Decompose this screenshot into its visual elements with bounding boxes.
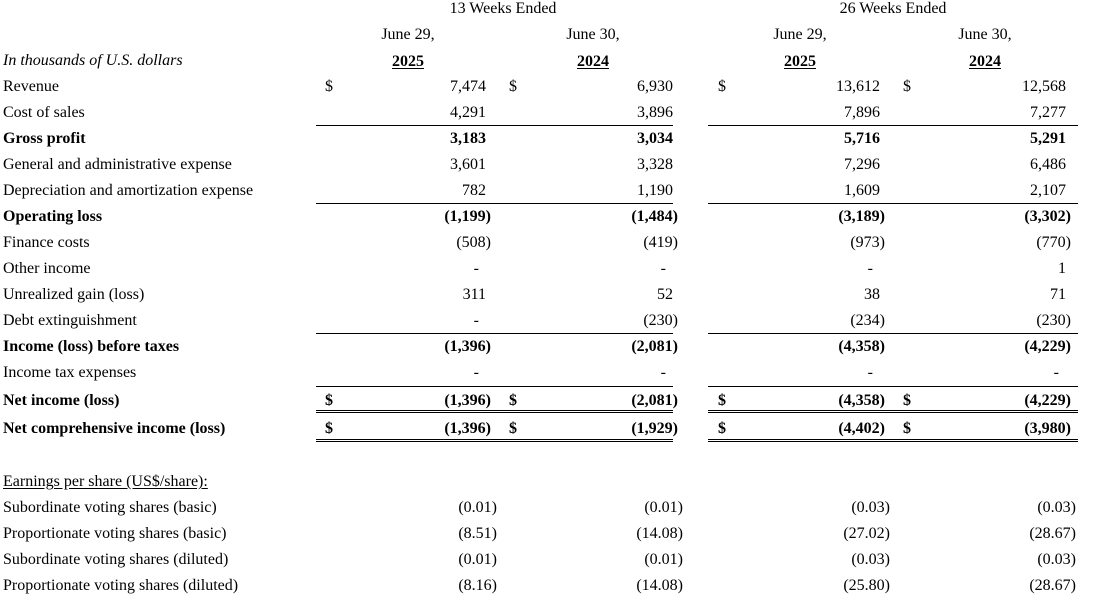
cell-net-income-loss-col3: (4,358) <box>838 392 885 409</box>
row-label-operating-loss: Operating loss <box>3 208 103 225</box>
header-13-weeks: 13 Weeks Ended <box>449 0 557 17</box>
cell-income-loss-before-taxes-col1: (1,396) <box>444 338 491 355</box>
cell-finance-costs-col4: (770) <box>1036 234 1071 251</box>
rule-operating-loss-2 <box>708 203 1078 204</box>
cell-unrealized-gain-loss-col2: 52 <box>657 286 673 303</box>
row-label-unrealized-gain-loss: Unrealized gain (loss) <box>3 286 145 303</box>
cell-gross-profit-col3: 5,716 <box>844 130 880 147</box>
dollar-sign: $ <box>903 78 911 95</box>
row-label-net-income-loss: Net income (loss) <box>3 392 120 409</box>
cell-other-income-col3: - <box>867 260 873 277</box>
cell-income-tax-expenses-col3: - <box>867 364 873 381</box>
row-label-debt-extinguishment: Debt extinguishment <box>3 312 137 329</box>
row-label-general-and-administrative-expense: General and administrative expense <box>3 156 232 173</box>
col-date-3: June 29, <box>773 26 827 43</box>
cell-other-income-col4: 1 <box>1058 260 1066 277</box>
col-year-1-text: 2025 <box>392 53 424 70</box>
header-26-weeks: 26 Weeks Ended <box>839 0 947 17</box>
cell-income-loss-before-taxes-col4: (4,229) <box>1024 338 1071 355</box>
cell-debt-extinguishment-col3: (234) <box>850 312 885 329</box>
row-label-income-loss-before-taxes: Income (loss) before taxes <box>3 338 180 355</box>
cell-finance-costs-col1: (508) <box>456 234 491 251</box>
eps-cell-subordinate-voting-shares-basic-col4: (0.03) <box>1037 499 1076 516</box>
cell-income-loss-before-taxes-col2: (2,081) <box>631 338 678 355</box>
row-label-depreciation-and-amortization-expense: Depreciation and amortization expense <box>3 182 254 199</box>
dollar-sign: $ <box>718 392 726 409</box>
eps-cell-proportionate-voting-shares-basic-col2: (14.08) <box>636 525 683 542</box>
dollar-sign: $ <box>509 420 517 437</box>
cell-depreciation-and-amortization-expense-col2: 1,190 <box>637 182 673 199</box>
dollar-sign: $ <box>325 420 333 437</box>
cell-depreciation-and-amortization-expense-col1: 782 <box>462 182 486 199</box>
dollar-sign: $ <box>509 78 517 95</box>
eps-cell-proportionate-voting-shares-diluted-col1: (8.16) <box>458 577 497 594</box>
eps-cell-proportionate-voting-shares-basic-col4: (28.67) <box>1029 525 1076 542</box>
eps-cell-proportionate-voting-shares-basic-col1: (8.51) <box>458 525 497 542</box>
cell-finance-costs-col2: (419) <box>643 234 678 251</box>
units-label: In thousands of U.S. dollars <box>3 52 183 69</box>
cell-revenue-col4: 12,568 <box>1022 78 1066 95</box>
cell-net-income-loss-col1: (1,396) <box>444 392 491 409</box>
cell-net-comprehensive-income-loss-col3: (4,402) <box>838 420 885 437</box>
eps-cell-subordinate-voting-shares-basic-col2: (0.01) <box>644 499 683 516</box>
cell-depreciation-and-amortization-expense-col4: 2,107 <box>1030 182 1066 199</box>
cell-finance-costs-col3: (973) <box>850 234 885 251</box>
col-year-2 <box>533 52 653 72</box>
cell-net-income-loss-col2: (2,081) <box>631 392 678 409</box>
col-year-4-text: 2024 <box>969 53 1001 70</box>
col-date-2: June 30, <box>566 26 620 43</box>
rule-gross-profit-1 <box>316 125 673 126</box>
cell-other-income-col1: - <box>473 260 479 277</box>
col-year-4 <box>925 52 1045 72</box>
col-year-3 <box>740 52 860 72</box>
rule-before-taxes-1 <box>316 333 673 334</box>
eps-cell-proportionate-voting-shares-diluted-col4: (28.67) <box>1029 577 1076 594</box>
rule-net-income-top-1 <box>316 386 673 387</box>
col-date-4: June 30, <box>958 26 1012 43</box>
cell-net-income-loss-col4: (4,229) <box>1024 392 1071 409</box>
cell-net-comprehensive-income-loss-col4: (3,980) <box>1024 420 1071 437</box>
cell-cost-of-sales-col1: 4,291 <box>450 104 486 121</box>
cell-operating-loss-col2: (1,484) <box>631 208 678 225</box>
rule-net-income-top-2 <box>708 386 1078 387</box>
rule-before-taxes-2 <box>708 333 1078 334</box>
cell-general-and-administrative-expense-col2: 3,328 <box>637 156 673 173</box>
dollar-sign: $ <box>718 420 726 437</box>
eps-label-subordinate-voting-shares-basic: Subordinate voting shares (basic) <box>3 499 217 516</box>
eps-cell-proportionate-voting-shares-basic-col3: (27.02) <box>843 525 890 542</box>
cell-gross-profit-col2: 3,034 <box>637 130 673 147</box>
rule-net-income-bottom-2 <box>708 410 1078 413</box>
cell-revenue-col2: 6,930 <box>637 78 673 95</box>
dollar-sign: $ <box>509 392 517 409</box>
cell-unrealized-gain-loss-col3: 38 <box>864 286 880 303</box>
cell-revenue-col3: 13,612 <box>836 78 880 95</box>
dollar-sign: $ <box>325 392 333 409</box>
row-label-cost-of-sales: Cost of sales <box>3 104 85 121</box>
eps-cell-subordinate-voting-shares-diluted-col4: (0.03) <box>1037 551 1076 568</box>
eps-cell-proportionate-voting-shares-diluted-col3: (25.80) <box>843 577 890 594</box>
cell-debt-extinguishment-col1: - <box>473 312 479 329</box>
rule-net-income-bottom-1 <box>316 410 673 413</box>
eps-cell-subordinate-voting-shares-diluted-col2: (0.01) <box>644 551 683 568</box>
cell-income-tax-expenses-col1: - <box>473 364 479 381</box>
row-label-income-tax-expenses: Income tax expenses <box>3 364 137 381</box>
cell-net-comprehensive-income-loss-col2: (1,929) <box>631 420 678 437</box>
cell-income-loss-before-taxes-col3: (4,358) <box>838 338 885 355</box>
eps-label-proportionate-voting-shares-basic: Proportionate voting shares (basic) <box>3 525 227 542</box>
cell-operating-loss-col1: (1,199) <box>444 208 491 225</box>
cell-revenue-col1: 7,474 <box>450 78 486 95</box>
rule-operating-loss-1 <box>316 203 673 204</box>
rule-comprehensive-bottom-2 <box>708 439 1078 442</box>
eps-cell-subordinate-voting-shares-diluted-col1: (0.01) <box>458 551 497 568</box>
eps-title: Earnings per share (US$/share): <box>3 473 208 490</box>
cell-income-tax-expenses-col2: - <box>660 364 666 381</box>
cell-depreciation-and-amortization-expense-col3: 1,609 <box>844 182 880 199</box>
eps-cell-subordinate-voting-shares-basic-col1: (0.01) <box>458 499 497 516</box>
col-year-3-text: 2025 <box>784 53 816 70</box>
cell-income-tax-expenses-col4: - <box>1053 364 1059 381</box>
rule-gross-profit-2 <box>708 125 1078 126</box>
eps-cell-subordinate-voting-shares-diluted-col3: (0.03) <box>851 551 890 568</box>
cell-cost-of-sales-col2: 3,896 <box>637 104 673 121</box>
row-label-net-comprehensive-income-loss: Net comprehensive income (loss) <box>3 420 226 437</box>
cell-gross-profit-col4: 5,291 <box>1030 130 1066 147</box>
dollar-sign: $ <box>718 78 726 95</box>
eps-label-proportionate-voting-shares-diluted: Proportionate voting shares (diluted) <box>3 577 239 594</box>
dollar-sign: $ <box>903 392 911 409</box>
eps-cell-subordinate-voting-shares-basic-col3: (0.03) <box>851 499 890 516</box>
row-label-finance-costs: Finance costs <box>3 234 90 251</box>
eps-label-subordinate-voting-shares-diluted: Subordinate voting shares (diluted) <box>3 551 229 568</box>
cell-general-and-administrative-expense-col4: 6,486 <box>1030 156 1066 173</box>
cell-general-and-administrative-expense-col3: 7,296 <box>844 156 880 173</box>
eps-cell-proportionate-voting-shares-diluted-col2: (14.08) <box>636 577 683 594</box>
cell-cost-of-sales-col3: 7,896 <box>844 104 880 121</box>
row-label-revenue: Revenue <box>3 78 59 95</box>
cell-general-and-administrative-expense-col1: 3,601 <box>450 156 486 173</box>
row-label-gross-profit: Gross profit <box>3 130 86 147</box>
dollar-sign: $ <box>903 420 911 437</box>
cell-operating-loss-col4: (3,302) <box>1024 208 1071 225</box>
cell-unrealized-gain-loss-col1: 311 <box>462 286 486 303</box>
col-date-1: June 29, <box>381 26 435 43</box>
cell-gross-profit-col1: 3,183 <box>450 130 486 147</box>
col-year-2-text: 2024 <box>577 53 609 70</box>
col-year-1 <box>348 52 468 72</box>
row-label-other-income: Other income <box>3 260 91 277</box>
rule-comprehensive-bottom-1 <box>316 439 673 442</box>
cell-cost-of-sales-col4: 7,277 <box>1030 104 1066 121</box>
cell-debt-extinguishment-col2: (230) <box>643 312 678 329</box>
cell-other-income-col2: - <box>660 260 666 277</box>
cell-net-comprehensive-income-loss-col1: (1,396) <box>444 420 491 437</box>
cell-unrealized-gain-loss-col4: 71 <box>1050 286 1066 303</box>
cell-operating-loss-col3: (3,189) <box>838 208 885 225</box>
cell-debt-extinguishment-col4: (230) <box>1036 312 1071 329</box>
dollar-sign: $ <box>325 78 333 95</box>
